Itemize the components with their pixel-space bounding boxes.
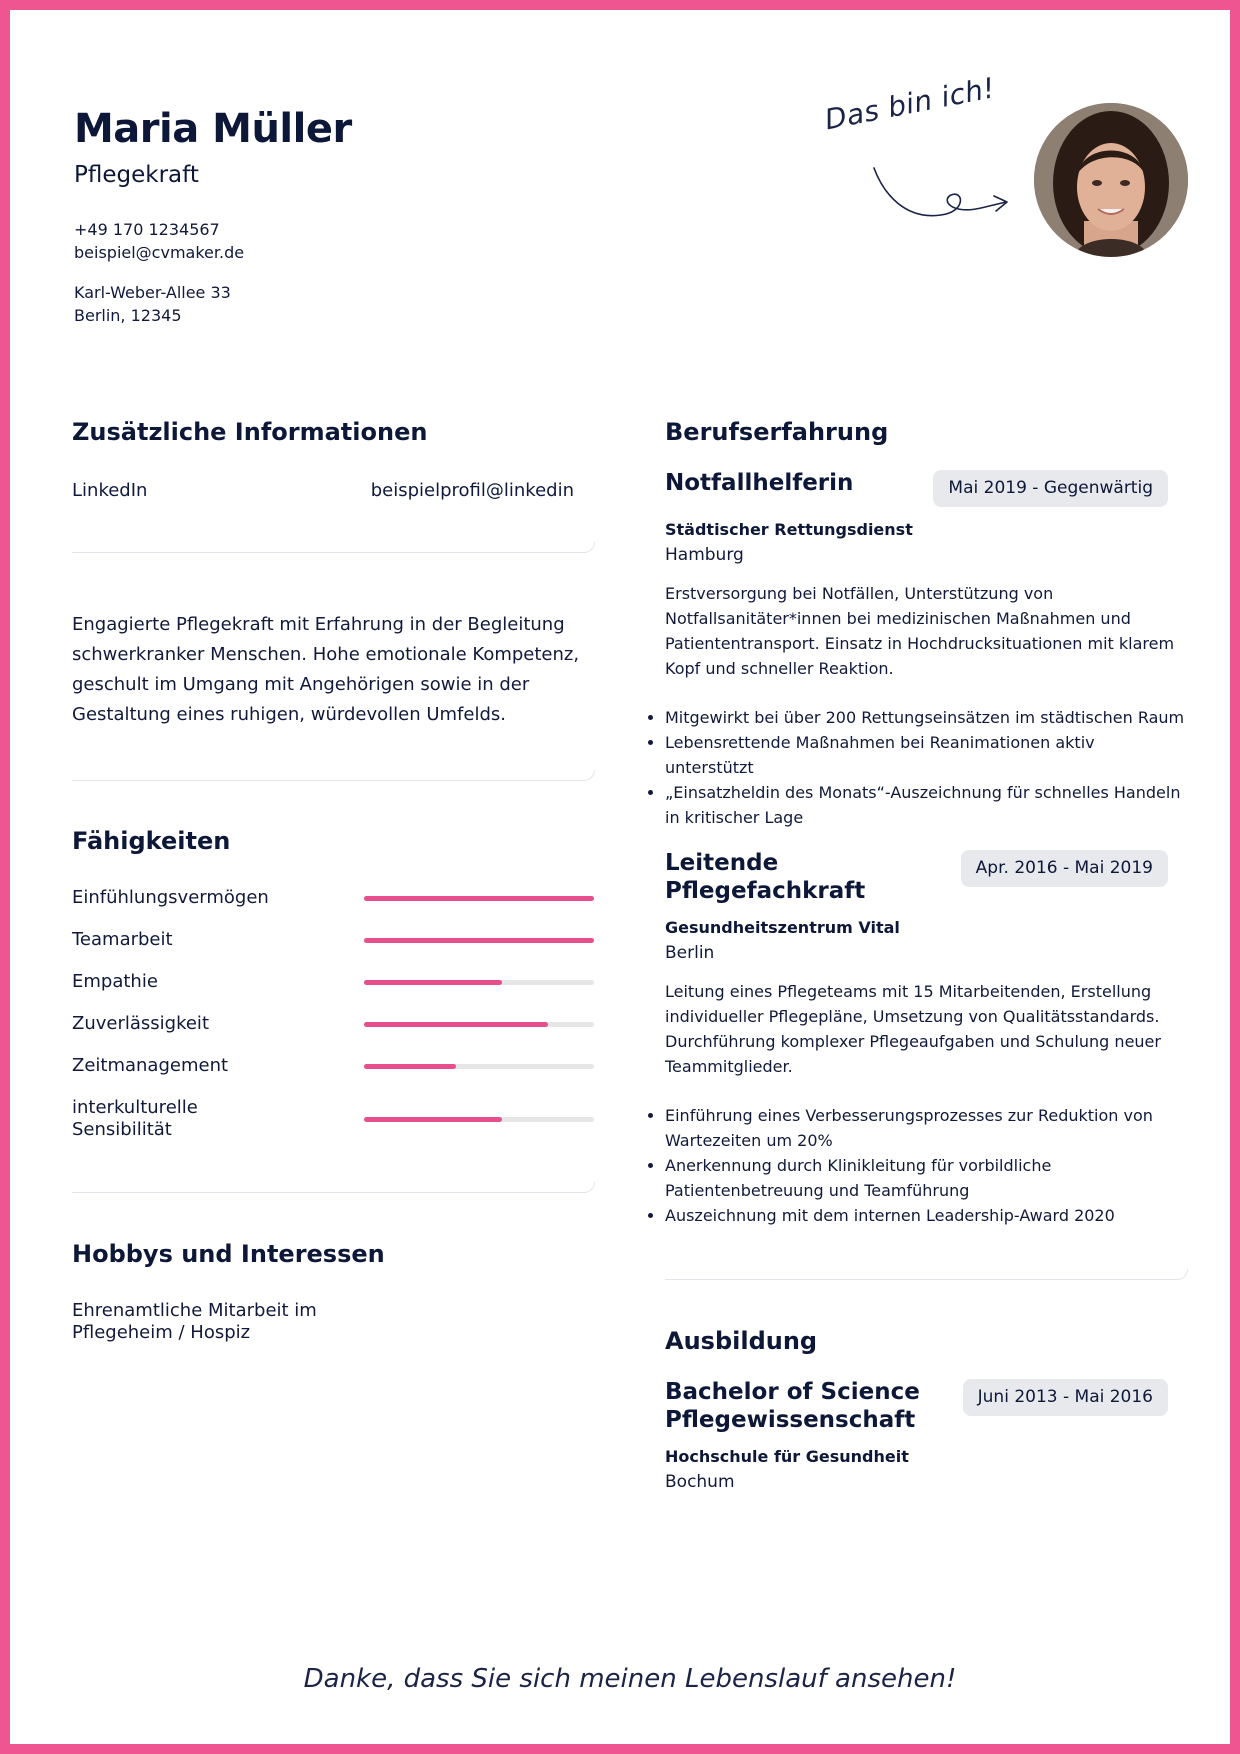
section-divider: [72, 542, 595, 553]
contact-block: [74, 218, 244, 264]
skill-label: Zuverlässigkeit: [72, 1013, 209, 1034]
skill-bar-fill: [364, 896, 594, 901]
skills-heading: Fähigkeiten: [72, 827, 231, 855]
section-divider: [72, 1182, 595, 1193]
degree-title: [665, 1378, 920, 1434]
list-item: • Lebensrettende Maßnahmen bei Reanimationen aktiv unterstützt: [665, 730, 1185, 780]
list-item: • Anerkennung durch Klinikleitung für vorbildliche Patientenbetreuung und Teamführung: [665, 1153, 1185, 1203]
skill-bar: [364, 1117, 594, 1122]
job-title-line: Leitende: [665, 850, 779, 876]
date-badge: Apr. 2016 - Mai 2019: [961, 850, 1168, 887]
date-badge: Juni 2013 - Mai 2016: [963, 1379, 1168, 1416]
job-title-line: Pflegefachkraft: [665, 878, 866, 904]
company-name: Gesundheitszentrum Vital: [665, 918, 900, 937]
candidate-name: Maria Müller: [74, 106, 352, 152]
hobby-item: [72, 1300, 372, 1344]
achievements-list: [644, 1103, 1185, 1228]
skill-bar-fill: [364, 938, 594, 943]
degree-title-line: Pflegewissenschaft: [665, 1407, 916, 1433]
school-location: Bochum: [665, 1472, 735, 1492]
skill-bar: [364, 938, 594, 943]
list-item: • „Einsatzheldin des Monats“-Auszeichnung für schnelles Handeln in kritischer Lage: [665, 780, 1185, 830]
phone-number: +49 170 1234567: [74, 220, 220, 239]
additional-info-heading: Zusätzliche Informationen: [72, 418, 428, 446]
address-street: Karl-Weber-Allee 33: [74, 283, 231, 302]
address-city: Berlin, 12345: [74, 306, 182, 325]
tagline-handwritten: Das bin ich!: [822, 71, 998, 137]
experience-heading: Berufserfahrung: [665, 418, 889, 446]
job-description: Erstversorgung bei Notfällen, Unterstützung von Notfallsanitäter*innen bei medizinischen Maßnahmen und Patiententransport. Einsatz in Hochdrucksituationen mit klarem Kopf und schneller Reaktion.: [665, 584, 1175, 678]
skill-label: Empathie: [72, 971, 158, 992]
hobbies-heading: Hobbys und Interessen: [72, 1240, 385, 1268]
skill-bar: [364, 1022, 594, 1027]
skill-label: interkulturelle Sensibilität: [72, 1097, 198, 1140]
arrow-icon: [866, 160, 1016, 230]
job-description: Leitung eines Pflegeteams mit 15 Mitarbeitenden, Erstellung individueller Pflegepläne, Umsetzung von Qualitätsstandards. Durchführung komplexer Pflegeaufgaben und Schulung neuer Teammitglieder.: [665, 982, 1161, 1076]
profile-summary: Engagierte Pflegekraft mit Erfahrung in der Begleitung schwerkranker Menschen. Hohe emotionale Kompetenz, geschult im Umgang mit Angehörigen sowie in der Gestaltung eines ruhigen, würdevollen Umfelds.: [72, 614, 580, 725]
hobby-line: Ehrenamtliche Mitarbeit im: [72, 1300, 317, 1321]
profile-photo: [1034, 103, 1188, 257]
skill-bar: [364, 980, 594, 985]
linkedin-link[interactable]: beispielprofil@linkedin: [370, 480, 574, 501]
section-divider: [72, 770, 595, 781]
candidate-job-title: Pflegekraft: [74, 162, 199, 188]
date-badge: Mai 2019 - Gegenwärtig: [933, 470, 1168, 507]
section-divider: [665, 1269, 1188, 1280]
email-address: beispiel@cvmaker.de: [74, 243, 245, 262]
degree-title-line: Bachelor of Science: [665, 1379, 920, 1405]
list-item: • Auszeichnung mit dem internen Leadership-Award 2020: [665, 1203, 1185, 1228]
skill-bar: [364, 896, 594, 901]
school-name: Hochschule für Gesundheit: [665, 1447, 909, 1466]
thank-you-note: Danke, dass Sie sich meinen Lebenslauf ansehen!: [303, 1664, 957, 1694]
linkedin-label: LinkedIn: [72, 480, 148, 501]
list-item: • Mitgewirkt bei über 200 Rettungseinsätzen im städtischen Raum: [665, 705, 1185, 730]
skill-label: Zeitmanagement: [72, 1055, 229, 1076]
job-title: [665, 849, 865, 905]
skill-bar: [364, 1064, 594, 1069]
achievements-list: [644, 705, 1185, 830]
skill-label: Einfühlungsvermögen: [72, 887, 269, 908]
job-location: Berlin: [665, 943, 715, 963]
skill-bar-fill: [364, 1064, 456, 1069]
skill-bar-fill: [364, 1022, 548, 1027]
skill-label: Teamarbeit: [72, 929, 173, 950]
job-location: Hamburg: [665, 545, 744, 565]
list-item: • Einführung eines Verbesserungsprozesses zur Reduktion von Wartezeiten um 20%: [665, 1103, 1185, 1153]
hobby-line: Pflegeheim / Hospiz: [72, 1322, 251, 1343]
job-title: Notfallhelferin: [665, 470, 854, 496]
skill-bar-fill: [364, 980, 502, 985]
company-name: Städtischer Rettungsdienst: [665, 520, 913, 539]
education-heading: Ausbildung: [665, 1327, 818, 1355]
skill-bar-fill: [364, 1117, 502, 1122]
address-block: [74, 281, 231, 327]
